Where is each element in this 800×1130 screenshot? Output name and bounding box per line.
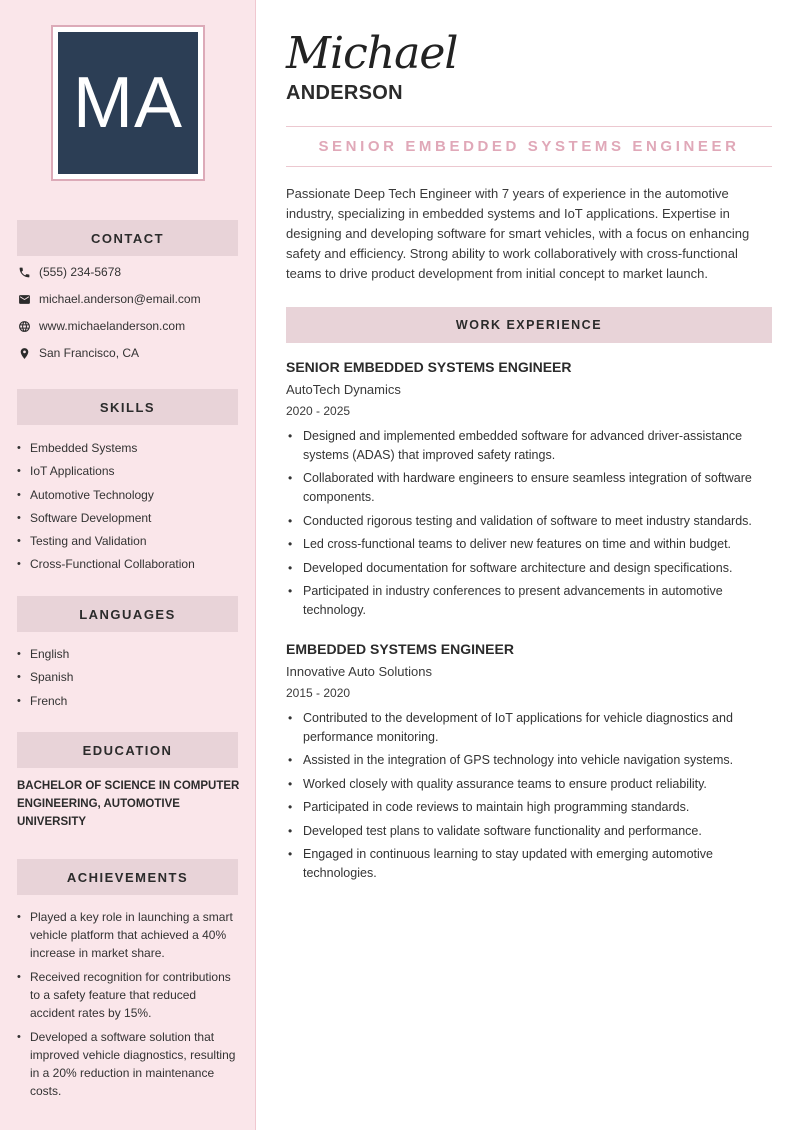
title-rule-top [286, 126, 772, 127]
skill-item: • IoT Applications [17, 463, 195, 486]
monogram-frame [51, 25, 205, 181]
job-bullets [286, 709, 772, 883]
achievement-item: • Received recognition for contributions to a safety feature that reduced accident rates by 15%. [17, 968, 242, 1022]
education-degree: BACHELOR OF SCIENCE IN COMPUTER ENGINEERING, AUTOMOTIVE UNIVERSITY [17, 780, 240, 828]
job-bullet: • Worked closely with quality assurance teams to ensure product reliability. [286, 775, 772, 794]
last-name: ANDERSON [286, 82, 403, 104]
job-bullet: • Developed documentation for software architecture and design specifications. [286, 559, 772, 578]
achievement-item: • Developed a software solution that improved vehicle diagnostics, resulting in a 20% reduction in maintenance costs. [17, 1028, 242, 1100]
achievement-item: • Played a key role in launching a smart vehicle platform that achieved a 40% increase in market share. [17, 908, 242, 962]
job-bullet: • Contributed to the development of IoT applications for vehicle diagnostics and performance monitoring. [286, 709, 772, 747]
contact-website-text[interactable]: www.michaelanderson.com [39, 319, 186, 333]
contact-website[interactable] [17, 319, 185, 333]
job-dates: 2020 - 2025 [286, 404, 351, 418]
achievements-heading: ACHIEVEMENTS [17, 859, 238, 895]
job-role: SENIOR EMBEDDED SYSTEMS ENGINEER [286, 359, 572, 375]
contact-email[interactable] [17, 292, 201, 306]
contact-phone-text: (555) 234-5678 [39, 265, 122, 279]
job-bullets [286, 427, 772, 620]
job-bullet: • Engaged in continuous learning to stay updated with emerging automotive technologies. [286, 845, 772, 883]
job-bullet: • Collaborated with hardware engineers to ensure seamless integration of software components. [286, 469, 772, 507]
achievements-list [17, 908, 242, 1106]
work-experience-heading: WORK EXPERIENCE [286, 307, 772, 343]
language-item: • English [17, 646, 73, 669]
job-entry [286, 357, 772, 624]
languages-heading: LANGUAGES [17, 596, 238, 632]
languages-list [17, 646, 73, 716]
skill-item: • Automotive Technology [17, 487, 195, 510]
job-bullet: • Led cross-functional teams to deliver new features on time and within budget. [286, 535, 772, 554]
location-pin-icon [17, 346, 31, 360]
contact-phone [17, 265, 121, 279]
skill-item: • Cross-Functional Collaboration [17, 556, 195, 579]
first-name: Michael [286, 28, 458, 79]
skills-list [17, 440, 195, 580]
education-heading: EDUCATION [17, 732, 238, 768]
skill-item: • Software Development [17, 510, 195, 533]
mail-icon [17, 292, 31, 306]
job-role: EMBEDDED SYSTEMS ENGINEER [286, 641, 514, 657]
contact-location-text: San Francisco, CA [39, 346, 140, 360]
skill-item: • Testing and Validation [17, 533, 195, 556]
job-dates: 2015 - 2020 [286, 686, 351, 700]
job-bullet: • Participated in code reviews to maintain high programming standards. [286, 798, 772, 817]
contact-heading: CONTACT [17, 220, 238, 256]
profile-summary: Passionate Deep Tech Engineer with 7 years of experience in the automotive industry, specializing in embedded systems and IoT applications. Expertise in designing and developing software for smart vehicles, with a focus on enhancing safety and efficiency. Strong ability to work collaboratively with cross-functional teams to drive product development from initial concept to market launch. [286, 186, 750, 281]
job-title: SENIOR EMBEDDED SYSTEMS ENGINEER [318, 138, 740, 155]
skills-heading: SKILLS [17, 389, 238, 425]
contact-location [17, 346, 139, 360]
monogram-avatar: MA [58, 32, 198, 174]
job-entry [286, 639, 772, 887]
job-bullet: • Designed and implemented embedded software for advanced driver-assistance systems (ADAS) that improved safety ratings. [286, 427, 772, 465]
sidebar [0, 0, 256, 1130]
globe-icon [17, 319, 31, 333]
skill-item: • Embedded Systems [17, 440, 195, 463]
job-company: Innovative Auto Solutions [286, 664, 432, 679]
job-bullet: • Developed test plans to validate software functionality and performance. [286, 822, 772, 841]
job-bullet: • Assisted in the integration of GPS technology into vehicle navigation systems. [286, 751, 772, 770]
job-bullet: • Conducted rigorous testing and validation of software to meet industry standards. [286, 512, 772, 531]
job-bullet: • Participated in industry conferences to present advancements in automotive technology. [286, 582, 772, 620]
language-item: • French [17, 693, 73, 716]
phone-icon [17, 265, 31, 279]
language-item: • Spanish [17, 669, 73, 692]
title-rule-bottom [286, 166, 772, 167]
contact-email-text[interactable]: michael.anderson@email.com [39, 292, 201, 306]
job-company: AutoTech Dynamics [286, 382, 401, 397]
